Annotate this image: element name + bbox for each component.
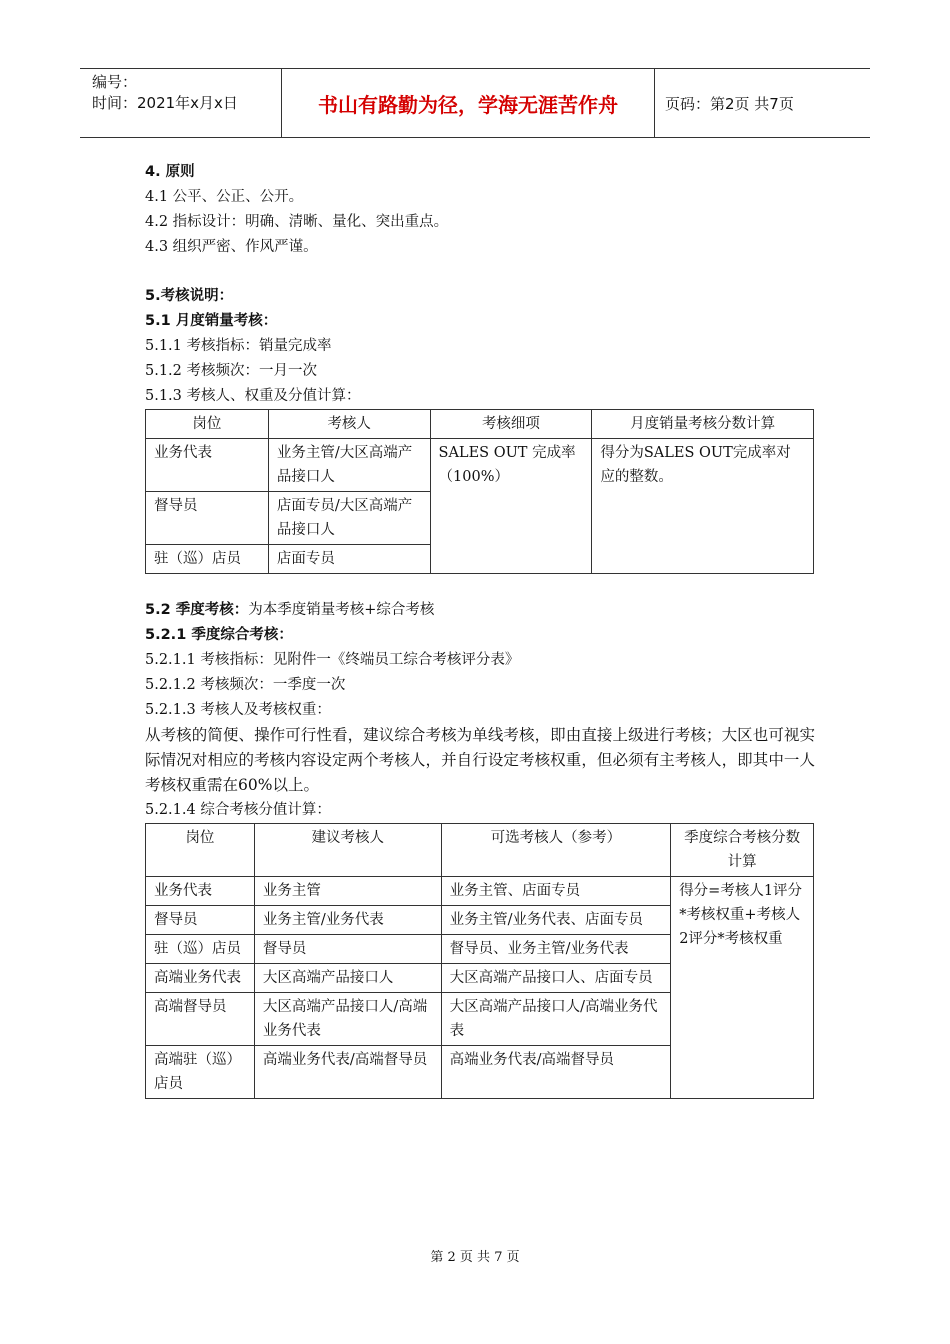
table-cell: 业务代表 — [146, 439, 269, 492]
table-row — [146, 877, 814, 906]
table-cell: 高端业务代表 — [146, 964, 255, 993]
table-cell: 大区高端产品接口人/高端业务代表 — [254, 993, 441, 1046]
table-cell-detail: SALES OUT 完成率（100%） — [430, 439, 592, 574]
monthly-sales-table — [145, 409, 814, 574]
table-header-row — [146, 824, 814, 877]
section-5-2-1-4-title: 5.2.1.4 综合考核分值计算： — [145, 802, 331, 818]
section-4-item: 4.3 组织严密、作风严谨。 — [145, 239, 318, 255]
table-cell: 督导员 — [254, 935, 441, 964]
table-header-cell: 季度综合考核分数计算 — [671, 824, 814, 877]
document-number-label: 编号： — [92, 73, 138, 91]
section-5-2-heading — [145, 598, 815, 623]
section-5-1-item: 5.1.3 考核人、权重及分值计算： — [145, 388, 361, 404]
table-cell: 大区高端产品接口人/高端业务代表 — [441, 993, 671, 1046]
table-cell: 督导员、业务主管/业务代表 — [441, 935, 671, 964]
table-cell: 大区高端产品接口人 — [254, 964, 441, 993]
table-cell: 业务主管/业务代表、店面专员 — [441, 906, 671, 935]
table-cell: 督导员 — [146, 906, 255, 935]
section-5-2-1-item: 5.2.1.2 考核频次：一季度一次 — [145, 677, 346, 693]
table-cell: 业务主管、店面专员 — [441, 877, 671, 906]
section-5-2-text: 为本季度销量考核+综合考核 — [248, 602, 435, 618]
table-cell-calc: 得分=考核人1评分*考核权重+考核人2评分*考核权重 — [671, 877, 814, 1099]
section-5-title: 5.考核说明： — [145, 288, 234, 304]
table-cell: 高端业务代表/高端督导员 — [254, 1046, 441, 1099]
table-cell: 业务代表 — [146, 877, 255, 906]
table-cell: 高端驻（巡）店员 — [146, 1046, 255, 1099]
page-footer: 第 2 页 共 7 页 — [430, 1250, 520, 1265]
section-5-2-1-item: 5.2.1.3 考核人及考核权重： — [145, 702, 331, 718]
table-cell: 店面专员 — [268, 545, 430, 574]
section-4-item: 4.1 公平、公正、公开。 — [145, 189, 304, 205]
table-cell-calc: 得分为SALES OUT完成率对应的整数。 — [592, 439, 814, 574]
table-cell: 督导员 — [146, 492, 269, 545]
table-cell: 高端督导员 — [146, 993, 255, 1046]
table-cell: 业务主管/业务代表 — [254, 906, 441, 935]
table-cell: 驻（巡）店员 — [146, 935, 255, 964]
table-header-cell: 考核细项 — [430, 410, 592, 439]
table-cell: 店面专员/大区高端产品接口人 — [268, 492, 430, 545]
header-meta — [80, 69, 282, 137]
table-row — [146, 439, 814, 492]
table-header-cell: 建议考核人 — [254, 824, 441, 877]
header-motto: 书山有路勤为径，学海无涯苦作舟 — [282, 69, 655, 137]
header-page-number: 页码：第2页 共7页 — [665, 94, 794, 113]
table-header-cell: 岗位 — [146, 410, 269, 439]
table-cell: 业务主管 — [254, 877, 441, 906]
quarterly-review-table — [145, 823, 814, 1099]
section-4-item: 4.2 指标设计：明确、清晰、量化、突出重点。 — [145, 214, 449, 230]
page-header — [80, 68, 870, 138]
table-header-cell: 岗位 — [146, 824, 255, 877]
section-5-2-title: 5.2 季度考核： — [145, 602, 249, 618]
table-header-row — [146, 410, 814, 439]
document-time-label: 时间：2021年x月x日 — [92, 94, 238, 112]
section-5-2-1-title: 5.2.1 季度综合考核： — [145, 627, 293, 643]
weighting-paragraph: 从考核的简便、操作可行性看，建议综合考核为单线考核，即由直接上级进行考核；大区也可视实际情况对相应的考核内容设定两个考核人，并自行设定考核权重，但必须有主考核人，即其中一人考核权重需在60%以上。 — [145, 726, 815, 794]
section-5-1-item: 5.1.1 考核指标：销量完成率 — [145, 338, 332, 354]
section-4-title: 4. 原则 — [145, 164, 195, 180]
table-header-cell: 可选考核人（参考） — [441, 824, 671, 877]
table-cell: 驻（巡）店员 — [146, 545, 269, 574]
table-header-cell: 月度销量考核分数计算 — [592, 410, 814, 439]
section-5-1-title: 5.1 月度销量考核： — [145, 313, 278, 329]
section-5-1-item: 5.1.2 考核频次：一月一次 — [145, 363, 318, 379]
table-cell: 业务主管/大区高端产品接口人 — [268, 439, 430, 492]
document-body — [145, 160, 815, 1099]
table-cell: 大区高端产品接口人、店面专员 — [441, 964, 671, 993]
table-header-cell: 考核人 — [268, 410, 430, 439]
section-5-2-1-item: 5.2.1.1 考核指标：见附件一《终端员工综合考核评分表》 — [145, 652, 520, 668]
table-cell: 高端业务代表/高端督导员 — [441, 1046, 671, 1099]
